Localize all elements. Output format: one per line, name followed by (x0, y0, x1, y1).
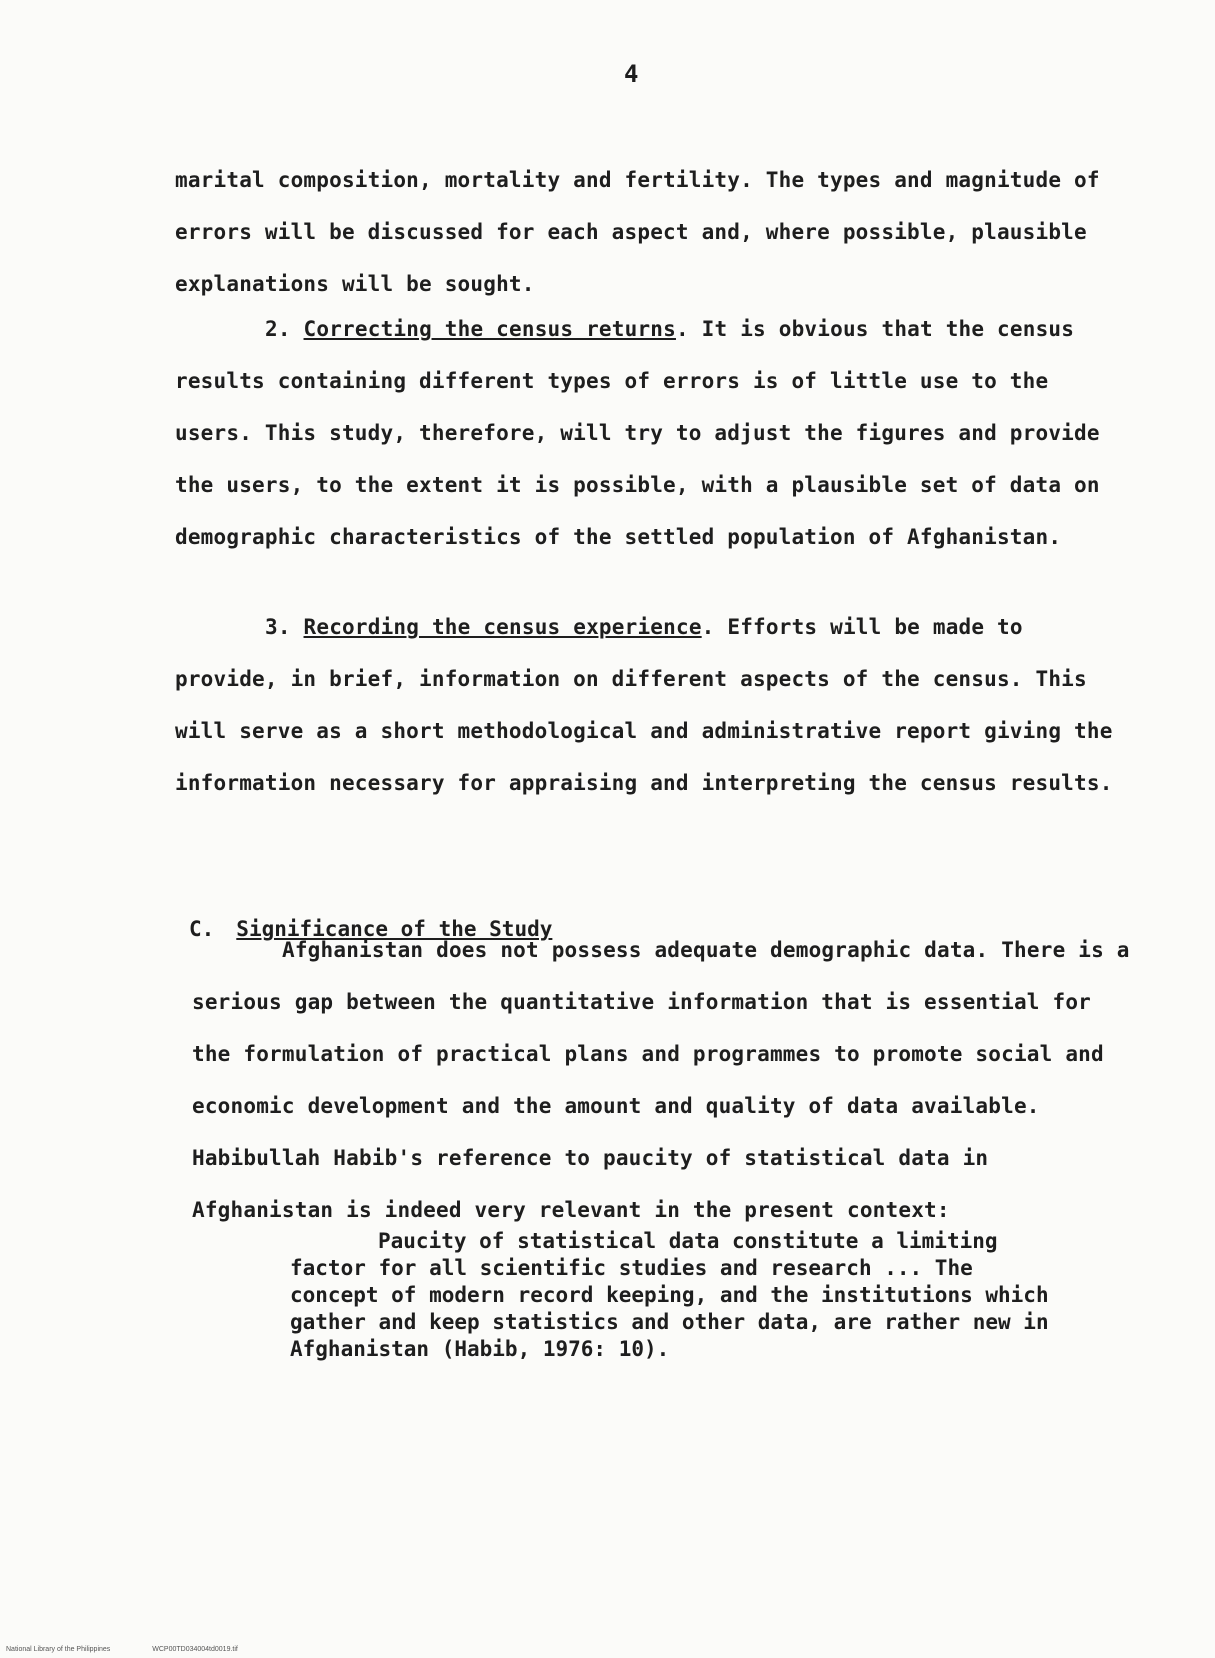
footer-library: National Library of the Philippines (6, 1646, 111, 1653)
footer-filename: WCP00TD034004td0019.tif (152, 1646, 238, 1653)
item-title: Correcting the census returns (303, 317, 676, 341)
item-number: 3. (265, 615, 291, 639)
quote-text: Paucity of statistical data constitute a limiting factor for all scientific studies and research ... The concept of modern record keeping, and the institutions which gather and keep statistics and other data, are rather new in Afghanistan (Habib, 1976: 10). (290, 1229, 1049, 1361)
item-title: Recording the census experience (303, 615, 702, 639)
significance-text: Afghanistan does not possess adequate demographic data. There is a serious gap between the quantitative information that is essential for the formulation of practical plans and programmes to promote social and economic development and the amount and quality of data available. Habibullah Habib's reference to paucity of statistical data in Afghanistan is indeed very relevant in the present context: (192, 938, 1130, 1222)
paragraph-significance (192, 924, 1142, 1236)
block-quote (290, 1228, 1050, 1363)
section-title: Significance of the Study (236, 917, 553, 941)
item-text: . It is obvious that the census results containing different types of errors is of little use to the users. This study, therefore, will try to adjust the figures and provide the users, to the extent it is possible, with a plausible set of data on demographic characteristics of the settled population of Afghanistan. (175, 317, 1100, 549)
scan-footer (6, 1646, 278, 1653)
paragraph-intro: marital composition, mortality and fertility. The types and magnitude of errors will be discussed for each aspect and, where possible, plausible explanations will be sought. (175, 168, 1100, 296)
page-number: 4 (624, 60, 639, 88)
item-recording (175, 601, 1125, 809)
item-number: 2. (265, 317, 291, 341)
item-text: . Efforts will be made to provide, in brief, information on different aspects of the census. This will serve as a short methodological and administrative report giving the information necessary for appraising and interpreting the census results. (175, 615, 1113, 795)
section-label: C. (189, 917, 215, 941)
item-correcting (175, 303, 1125, 563)
